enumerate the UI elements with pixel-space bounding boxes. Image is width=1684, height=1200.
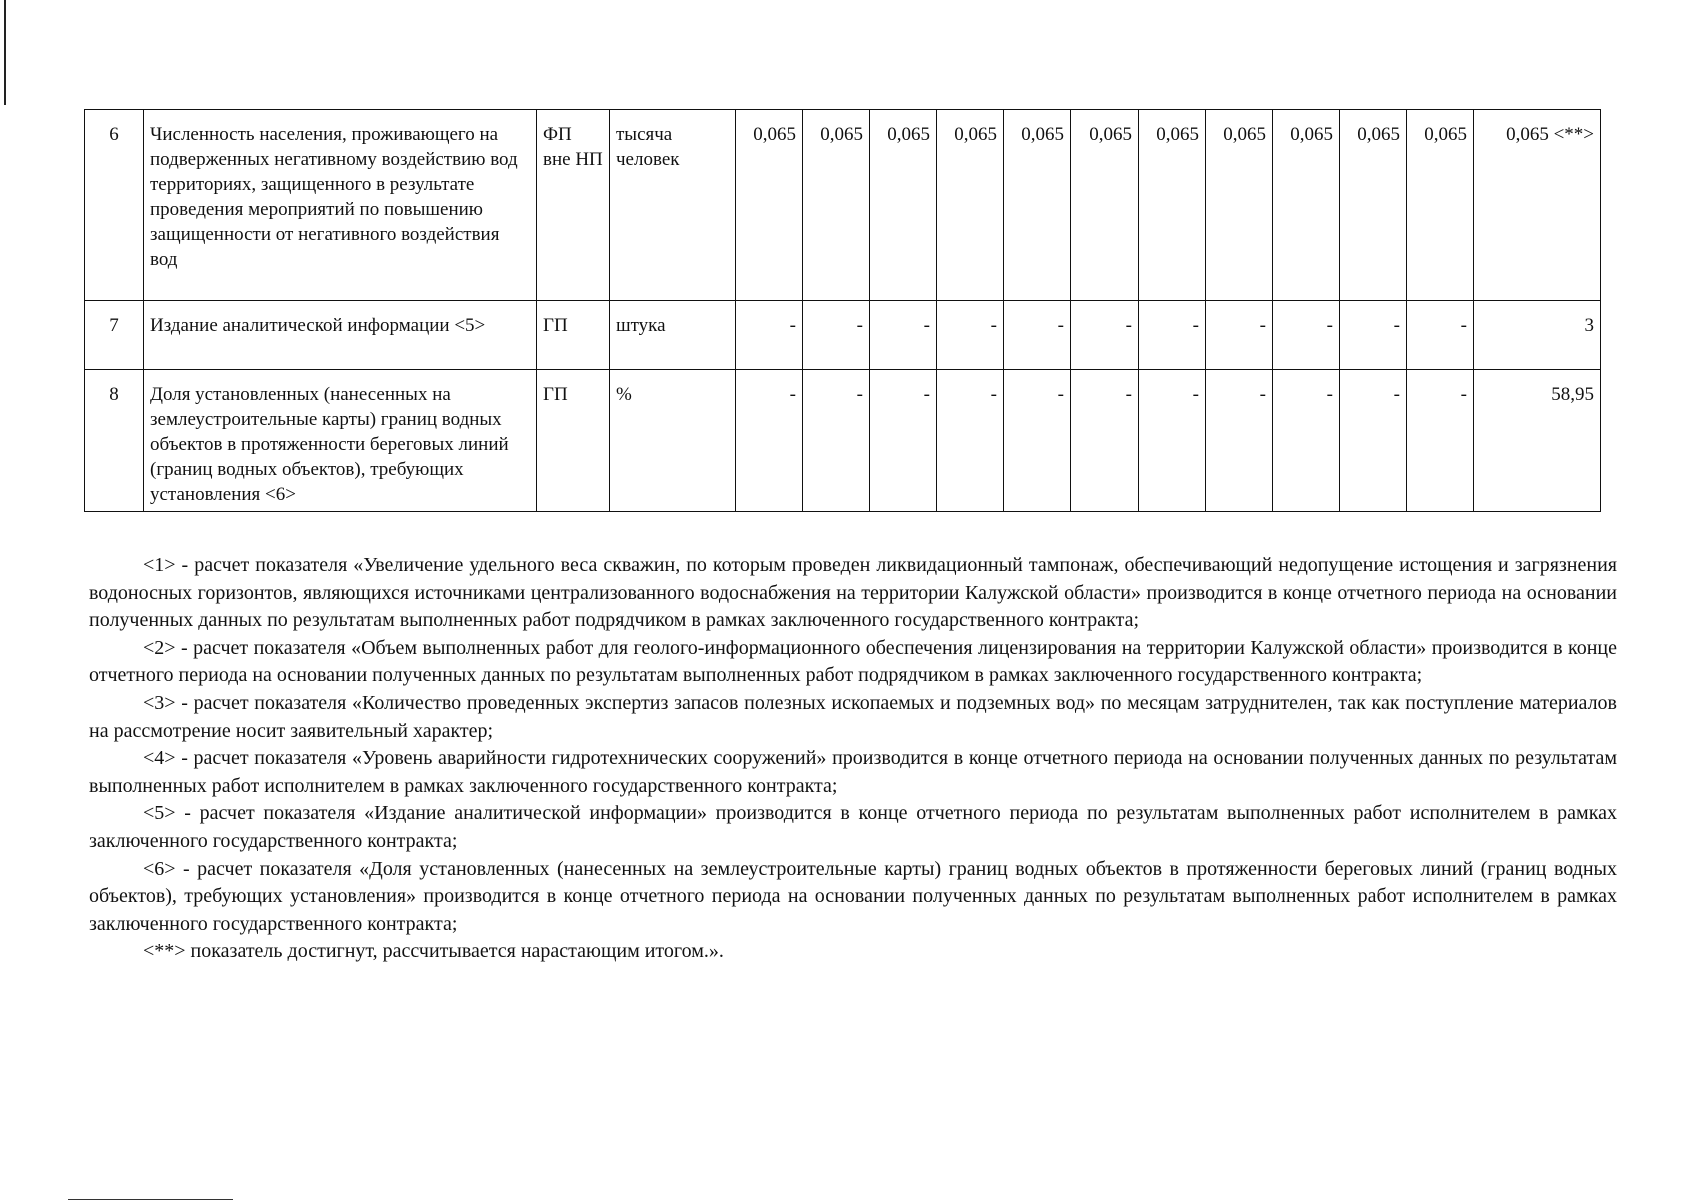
unit-of-measure: тысяча человек [610,110,736,301]
value-cell: 0,065 [1206,110,1273,301]
footnote-double-star: <**> показатель достигнут, рассчитывается нарастающим итогом.». [143,940,724,963]
value-cell: - [1071,301,1139,370]
value-cell: - [736,301,803,370]
value-cell: 58,95 [1474,370,1601,512]
footnote-5: <5> - расчет показателя «Издание аналитической информации» производится в конце отчетного периода по результатам выполненных работ исполнителем в рамках заключенного государственного контракта; [89,802,1617,852]
indicators-table [84,109,1601,512]
indicator-name: Издание аналитической информации <5> [144,301,537,370]
value-cell: 0,065 [870,110,937,301]
value-cell: 0,065 <**> [1474,110,1601,301]
value-cell: - [1004,370,1071,512]
value-cell: - [870,370,937,512]
table-row [85,370,1601,512]
value-cell: - [803,301,870,370]
footnote-2: <2> - расчет показателя «Объем выполненных работ для геолого-информационного обеспечения лицензирования на территории Калужской области» производится в конце отчетного периода на основании полученных данных по результатам выполненных работ подрядчиком в рамках заключенного государственного контракта; [89,636,1617,687]
value-cell: - [1273,301,1340,370]
value-cell: 0,065 [1407,110,1474,301]
source-code: ФП вне НП [537,110,610,301]
value-cell: 0,065 [1273,110,1340,301]
indicator-name: Доля установленных (нанесенных на землеустроительные карты) границ водных объектов в протяженности береговых линий (границ водных объектов), требующих установления <6> [144,370,537,512]
source-code: ГП [537,370,610,512]
value-cell: 0,065 [1340,110,1407,301]
table-row [85,110,1601,301]
indicator-name: Численность населения, проживающего на подверженных негативному воздействию вод территориях, защищенного в результате проведения мероприятий по повышению защищенности от негативного воздействия вод [144,110,537,301]
value-cell: 0,065 [1071,110,1139,301]
unit-of-measure: штука [610,301,736,370]
value-cell: - [1004,301,1071,370]
table-row [85,301,1601,370]
value-cell: - [1340,370,1407,512]
footnote-6: <6> - расчет показателя «Доля установленных (нанесенных на землеустроительные карты) границ водных объектов в протяженности береговых линий (границ водных объектов), требующих установления» производится в конце отчетного периода на основании полученных данных по результатам выполненных работ исполнителем в рамках заключенного государственного контракта; [89,857,1617,935]
value-cell: - [803,370,870,512]
value-cell: - [1206,370,1273,512]
value-cell: - [937,301,1004,370]
footnote-1: <1> - расчет показателя «Увеличение удельного веса скважин, по которым проведен ликвидационный тампонаж, обеспечивающий недопущение истощения и загрязнения водоносных горизонтов, являющихся источниками централизованного водоснабжения на территории Калужской области» производится в конце отчетного периода на основании полученных данных по результатам выполненных работ подрядчиком в рамках заключенного государственного контракта; [89,554,1617,632]
value-cell: - [1139,301,1206,370]
value-cell: 0,065 [1139,110,1206,301]
value-cell: - [870,301,937,370]
value-cell: 0,065 [736,110,803,301]
value-cell: - [1139,370,1206,512]
value-cell: 0,065 [937,110,1004,301]
value-cell: - [937,370,1004,512]
value-cell: - [1407,370,1474,512]
value-cell: 0,065 [803,110,870,301]
row-number: 8 [85,370,144,512]
footnotes [89,552,1617,966]
value-cell: 3 [1474,301,1601,370]
source-code: ГП [537,301,610,370]
value-cell: - [1407,301,1474,370]
row-number: 7 [85,301,144,370]
footnote-3: <3> - расчет показателя «Количество проведенных экспертиз запасов полезных ископаемых и подземных вод» по месяцам затруднителен, так как поступление материалов на рассмотрение носит заявительный характер; [89,691,1617,742]
row-number: 6 [85,110,144,301]
value-cell: - [1340,301,1407,370]
value-cell: - [736,370,803,512]
unit-of-measure: % [610,370,736,512]
value-cell: - [1071,370,1139,512]
value-cell: - [1273,370,1340,512]
scan-margin-line [4,0,6,105]
value-cell: - [1206,301,1273,370]
footnote-4: <4> - расчет показателя «Уровень аварийности гидротехнических сооружений» производится в конце отчетного периода на основании полученных данных по результатам выполненных работ исполнителем в рамках заключенного государственного контракта; [89,747,1617,797]
value-cell: 0,065 [1004,110,1071,301]
